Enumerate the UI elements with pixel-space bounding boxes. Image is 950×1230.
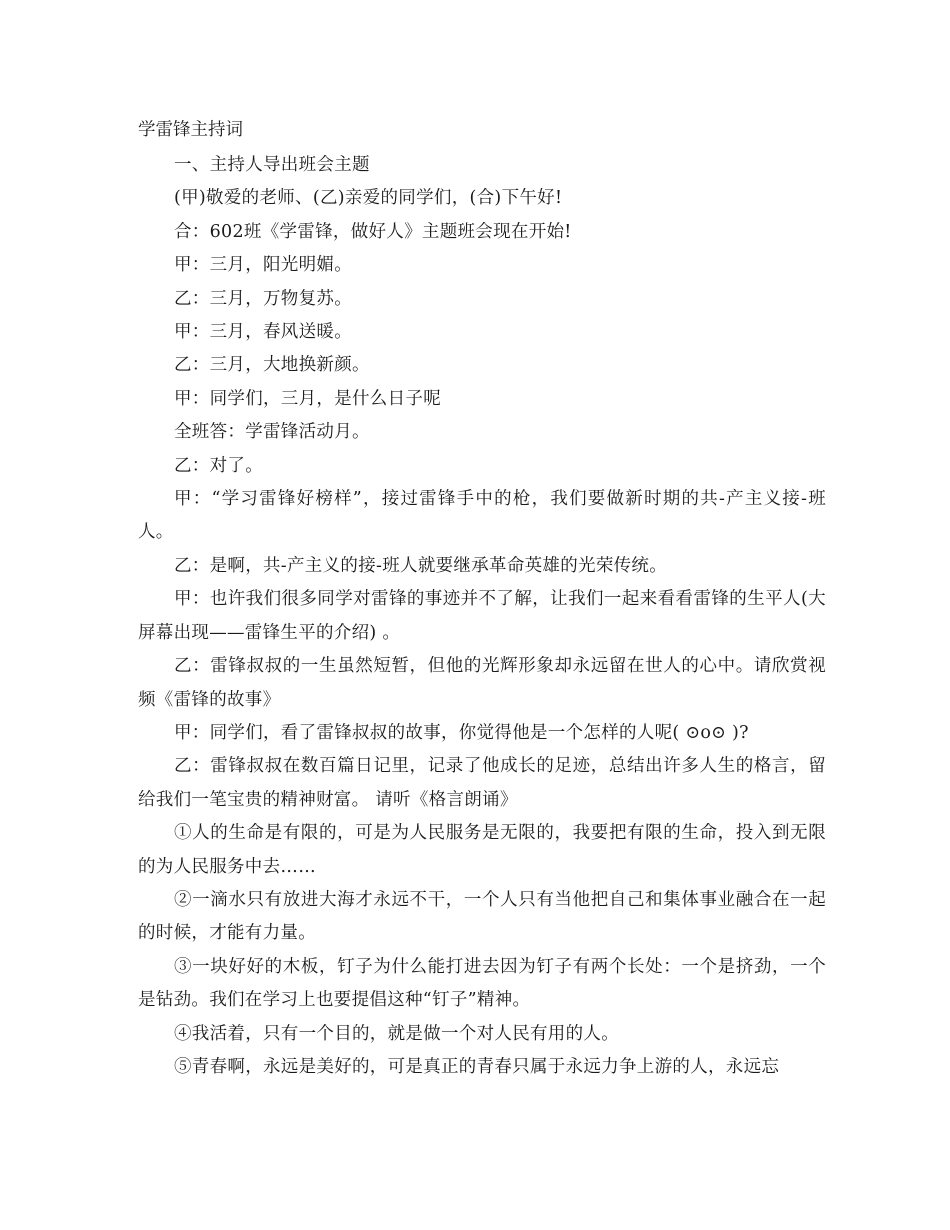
document-title: 学雷锋主持词 — [138, 120, 243, 140]
motto-item: ⑤青春啊，永远是美好的，可是真正的青春只属于永远力争上游的人，永远忘 — [174, 1056, 780, 1077]
paragraph: 乙：对了。 — [174, 455, 263, 476]
paragraph: 全班答：学雷锋活动月。 — [174, 422, 370, 443]
paragraph: 甲：“学习雷锋好榜样”，接过雷锋手中的枪，我们要做新时期的共-产主义接-班人。 — [138, 489, 826, 543]
paragraph: 乙：雷锋叔叔在数百篇日记里，记录了他成长的足迹，总结出许多人生的格言，留给我们一笔宝贵的精神财富。 请听《格言朗诵》 — [138, 756, 826, 810]
paragraph: 乙：是啊，共-产主义的接-班人就要继承革命英雄的光荣传统。 — [174, 555, 668, 576]
document-body — [138, 116, 826, 1084]
paragraph: 甲：同学们，三月，是什么日子呢 — [174, 388, 441, 409]
paragraph: 甲：也许我们很多同学对雷锋的事迹并不了解，让我们一起来看看雷锋的生平人(大屏幕出现——雷锋生平的介绍) 。 — [138, 589, 826, 643]
motto-item: ③一块好好的木板，钉子为什么能打进去因为钉子有两个长处：一个是挤劲，一个是钻劲。我们在学习上也要提倡这种“钉子”精神。 — [138, 956, 826, 1011]
motto-item: ④我活着，只有一个目的，就是做一个对人民有用的人。 — [174, 1023, 619, 1044]
paragraph-heading-section-1: 一、主持人导出班会主题 — [174, 155, 370, 175]
paragraph: 甲：同学们，看了雷锋叔叔的故事，你觉得他是一个怎样的人呢( ⊙o⊙ )? — [174, 722, 749, 743]
paragraph: 甲：三月，阳光明媚。 — [174, 255, 352, 276]
motto-item: ①人的生命是有限的，可是为人民服务是无限的，我要把有限的生命，投入到无限的为人民服务中去…… — [138, 823, 826, 877]
paragraph: 乙：雷锋叔叔的一生虽然短暂，但他的光辉形象却永远留在世人的心中。请欣赏视频《雷锋的故事》 — [138, 656, 826, 710]
motto-item: ②一滴水只有放进大海才永远不干，一个人只有当他把自己和集体事业融合在一起的时候，才能有力量。 — [138, 889, 826, 944]
paragraph: 合：602班《学雷锋，做好人》主题班会现在开始! — [174, 221, 572, 242]
paragraph: 乙：三月，万物复苏。 — [174, 288, 352, 309]
paragraph: 乙：三月，大地换新颜。 — [174, 355, 370, 376]
paragraph: 甲：三月，春风送暖。 — [174, 322, 352, 343]
paragraph: (甲)敬爱的老师、(乙)亲爱的同学们，(合)下午好! — [174, 188, 563, 209]
